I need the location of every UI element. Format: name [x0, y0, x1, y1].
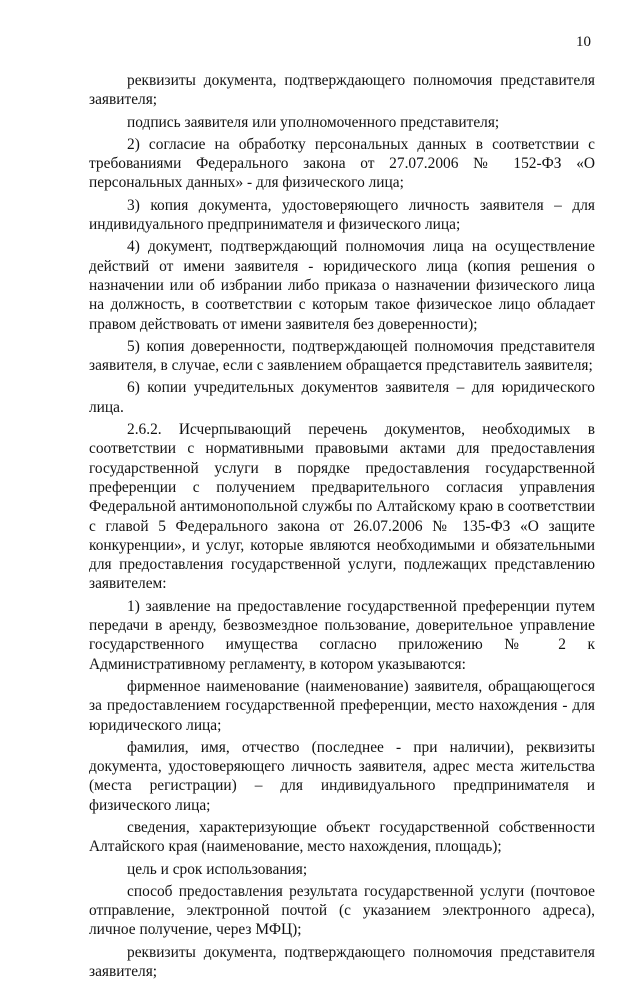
paragraph: 6) копии учредительных документов заявителя – для юридического лица.	[89, 379, 595, 416]
document-body	[89, 71, 595, 984]
paragraph: фамилия, имя, отчество (последнее - при наличии), реквизиты документа, удостоверяющего личность заявителя, адрес места жительства (места регистрации) – для индивидуального предпринимателя и физического лица;	[89, 738, 595, 814]
paragraph: 4) документ, подтверждающий полномочия лица на осуществление действий от имени заявителя - юридического лица (копия решения о назначении или об избрании либо приказа о назначении физического лица на должность, в соответствии с которым такое физическое лицо обладает правом действовать от имени заявителя без доверенности);	[89, 238, 595, 333]
paragraph: фирменное наименование (наименование) заявителя, обращающегося за предоставлением государственной преференции, место нахождения - для юридического лица;	[89, 677, 595, 734]
page-number: 10	[576, 34, 591, 50]
paragraph: сведения, характеризующие объект государственной собственности Алтайского края (наименование, место нахождения, площадь);	[89, 818, 595, 856]
paragraph: 3) копия документа, удостоверяющего личность заявителя – для индивидуального предпринимателя и физического лица;	[89, 196, 595, 234]
paragraph: цель и срок использования;	[127, 860, 308, 878]
paragraph: подпись заявителя или уполномоченного представителя;	[127, 113, 500, 131]
paragraph: реквизиты документа, подтверждающего полномочия представителя заявителя;	[89, 72, 595, 109]
paragraph: 1) заявление на предоставление государственной преференции путем передачи в аренду, безвозмездное пользование, доверительное управление государственного имущества согласно приложению № 2 к Административному регламенту, в котором указываются:	[89, 597, 595, 673]
paragraph: 2) согласие на обработку персональных данных в соответствии с требованиями Федерального закона от 27.07.2006 № 152-ФЗ «О персональных данных» - для физического лица;	[89, 135, 595, 192]
paragraph: 2.6.2. Исчерпывающий перечень документов, необходимых в соответствии с нормативными правовыми актами для предоставления государственной услуги в порядке предоставления государственной преференции с получением предварительного согласия управления Федеральной антимонопольной службы по Алтайскому краю в соответствии с главой 5 Федерального закона от 26.07.2006 № 135-ФЗ «О защите конкуренции», и услуг, которые являются необходимыми и обязательными для предоставления государственной услуги, подлежащих представлению заявителем:	[89, 421, 595, 593]
paragraph: способ предоставления результата государственной услуги (почтовое отправление, электронной почтой (с указанием электронного адреса), личное получение, через МФЦ);	[89, 882, 595, 939]
paragraph: реквизиты документа, подтверждающего полномочия представителя заявителя;	[89, 943, 595, 981]
paragraph: 5) копия доверенности, подтверждающей полномочия представителя заявителя, в случае, если с заявлением обращается представитель заявителя;	[89, 337, 595, 375]
